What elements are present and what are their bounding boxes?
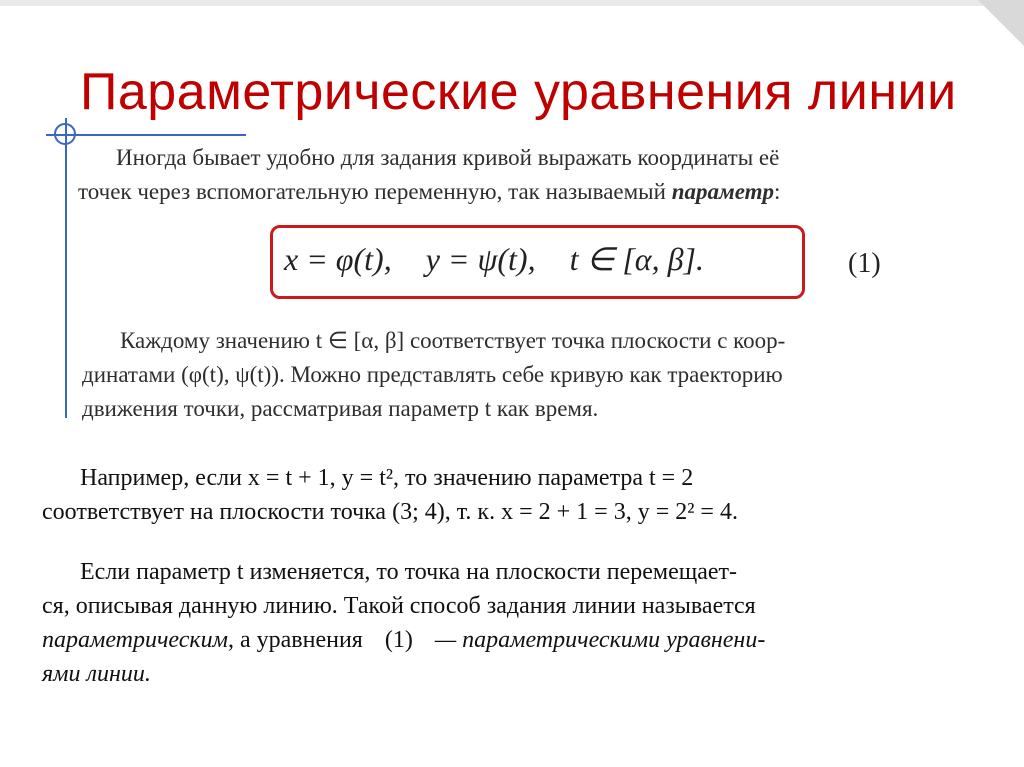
corner-fold-decoration [978, 0, 1024, 46]
crosshair-circle-icon [54, 123, 76, 145]
explanation-line-1: Каждому значению t ∈ [α, β] соответствует точка плоскости с коор- [120, 328, 786, 353]
parametric-formula [284, 240, 704, 278]
guide-vertical-line [65, 118, 67, 418]
slide-top-border [0, 0, 1024, 6]
equation-number: (1) [848, 248, 881, 279]
definition-line-1: Если параметр t изменяется, то точка на плоскости перемещает- [80, 559, 737, 585]
definition-line-2: ся, описывая данную линию. Такой способ задания линии называется [42, 593, 756, 619]
explanation-line-2: динатами (φ(t), ψ(t)). Можно представлять себе кривую как траекторию [82, 362, 783, 387]
definition-line-3: параметрическим, а уравнения (1) — параметрическими уравнени- [42, 623, 987, 657]
parameter-term: параметр [671, 179, 775, 204]
intro-line-2: точек через вспомогательную переменную, так называемый параметр: [78, 179, 781, 204]
parametric-term: параметрическим [42, 627, 228, 653]
example-line-1: Например, если x = t + 1, y = t², то значению параметра t = 2 [80, 465, 694, 491]
formula-y: y = ψ(t), [425, 241, 536, 277]
equation-reference: (1) [384, 627, 413, 653]
formula-x: x = φ(t), [284, 241, 392, 277]
definition-paragraph [42, 555, 987, 691]
guide-horizontal-line [46, 134, 246, 136]
intro-line-1: Иногда бывает удобно для задания кривой выражать координаты её [116, 145, 780, 170]
example-line-2: соответствует на плоскости точка (3; 4), т. к. x = 2 + 1 = 3, y = 2² = 4. [42, 499, 738, 525]
example-paragraph [42, 461, 987, 529]
formula-t-range: t ∈ [α, β]. [569, 241, 704, 277]
definition-line-4: ями линии. [42, 661, 151, 687]
intro-paragraph [78, 141, 988, 209]
slide-title: Параметрические уравнения линии [80, 63, 957, 121]
explanation-line-3: движения точки, рассматривая параметр t как время. [82, 396, 599, 421]
explanation-paragraph [82, 324, 988, 426]
